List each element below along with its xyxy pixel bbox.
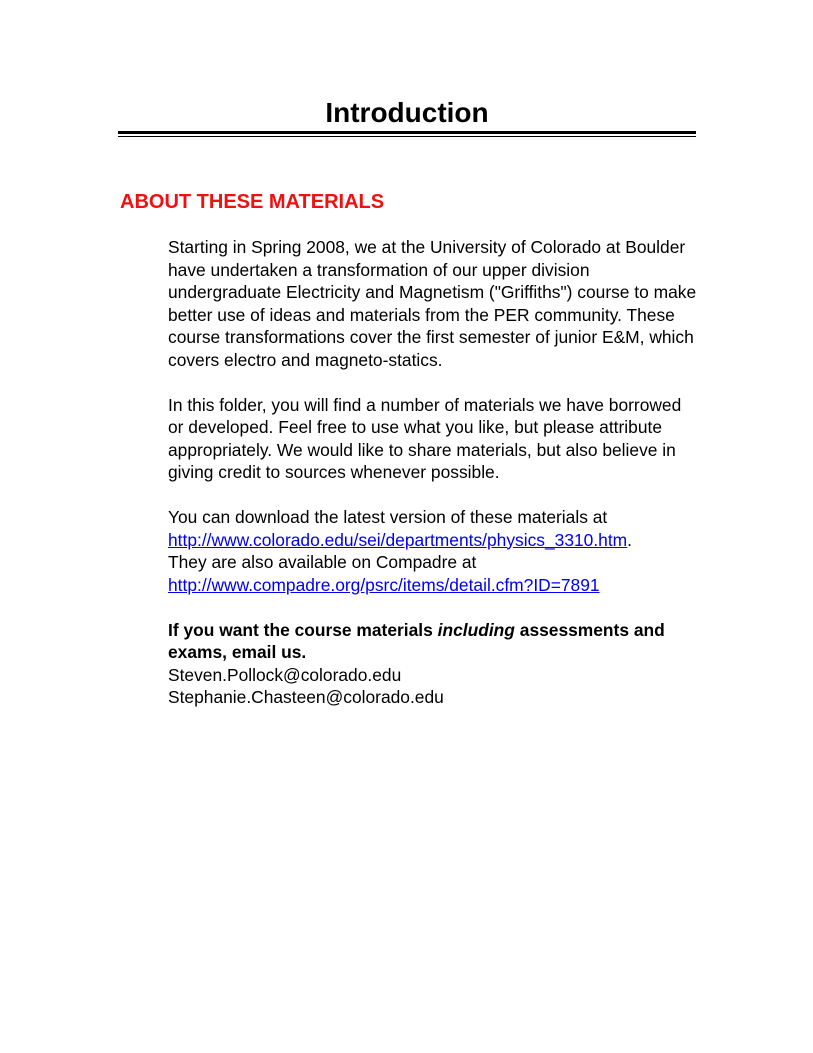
download-link-line xyxy=(168,529,698,552)
page-title: Introduction xyxy=(325,97,489,128)
download-paragraph xyxy=(168,506,698,596)
section-body xyxy=(168,236,698,731)
download-text: You can download the latest version of these materials at xyxy=(168,507,608,527)
contact-bold-start: If you want the course materials xyxy=(168,619,438,640)
title-rule-thin xyxy=(118,136,696,137)
email-pollock: Steven.Pollock@colorado.edu xyxy=(168,664,402,685)
contact-paragraph xyxy=(168,619,698,709)
contact-bold-end: assessments and exams, email us. xyxy=(168,619,665,662)
title-double-rule xyxy=(118,131,696,137)
colorado-link[interactable]: http://www.colorado.edu/sei/departments/physics_3310.htm xyxy=(168,529,628,550)
email-chasteen: Stephanie.Chasteen@colorado.edu xyxy=(168,687,444,707)
folder-paragraph: In this folder, you will find a number of materials we have borrowed or developed. Feel free to use what you like, but please attribute appropriately. We would like to share materials, but also believe in giving credit to sources whenever possible. xyxy=(168,394,682,482)
intro-paragraph: Starting in Spring 2008, we at the University of Colorado at Boulder have undertaken a transformation of our upper division undergraduate Electricity and Magnetism ("Griffiths") course to make better use of ideas and materials from the PER community. These course transformations cover the first semester of junior E&M, which covers electro and magneto-statics. xyxy=(168,237,697,370)
link-period: . xyxy=(627,529,633,550)
compadre-link[interactable]: http://www.compadre.org/psrc/items/detail.cfm?ID=7891 xyxy=(168,574,600,595)
compadre-link-line xyxy=(168,574,698,597)
title-rule-thick xyxy=(118,131,696,134)
contact-request xyxy=(168,620,665,663)
compadre-text: They are also available on Compadre at xyxy=(168,552,477,572)
section-heading: ABOUT THESE MATERIALS xyxy=(120,191,385,213)
contact-bold-italic: including xyxy=(437,619,515,640)
